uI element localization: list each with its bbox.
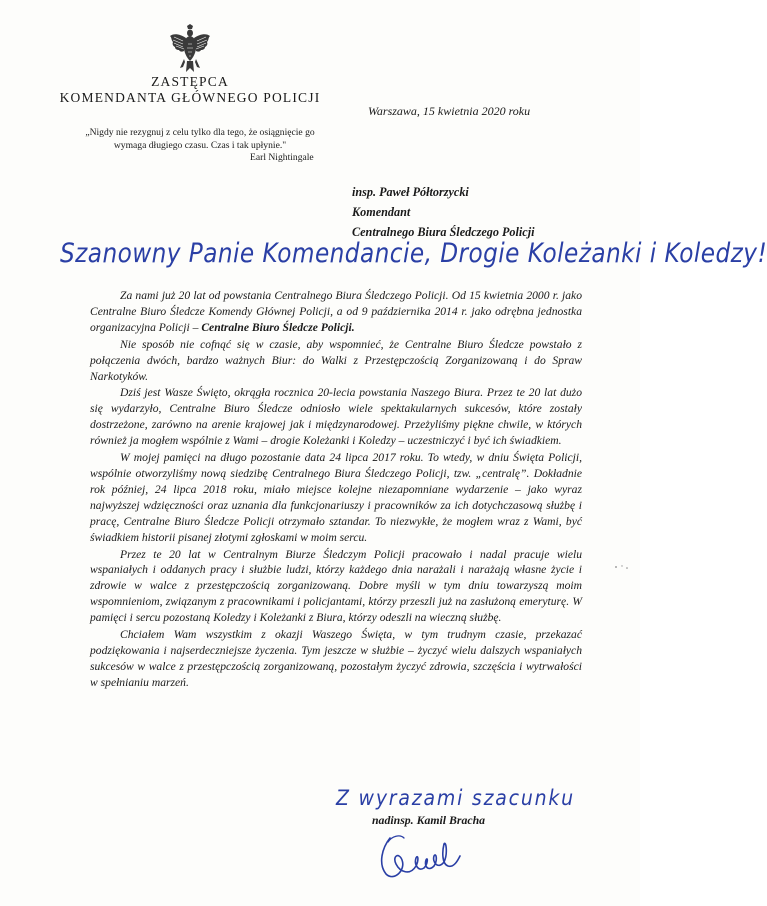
issuer-line-1: ZASTĘPCA [151,74,229,89]
addressee-name: insp. Paweł Półtorzycki [352,185,469,199]
issuer-line-2: KOMENDANTA GŁÓWNEGO POLICJI [59,90,321,105]
body-paragraph: Nie sposób nie cofnąć się w czasie, aby wspomnieć, że Centralne Biuro Śledcze powstało z połączenia dwóch, bardzo ważnych Biur: do Walki z Przestępczością Zorganizowaną i do Spraw Narkotyków. [90,337,582,383]
paragraph-1-text: Za nami już 20 lat od powstania Centralnego Biura Śledczego Policji. Od 15 kwietnia 2000 r. jako Centralne Biuro Śledcze Komendy Głównej Policji, a od 9 października 2014 r. jako odrębna jednostka organizacyjna Policji – [90,289,582,334]
addressee-block [352,182,534,242]
polish-eagle-emblem-icon [168,24,212,74]
handwritten-closing: Z wyrazami szacunku [336,786,575,810]
handwritten-signature-icon [372,830,492,890]
addressee-unit: Centralnego Biura Śledczego Policji [352,225,535,239]
letter-body [90,288,582,692]
addressee-title: Komendant [352,205,411,219]
quote-line-1: „Nigdy nie rezygnuj z celu tylko dla tego, że osiągnięcie go [85,127,315,138]
body-paragraph: Przez te 20 lat w Centralnym Biurze Śledczym Policji pracowało i nadal pracuje wielu wspaniałych i oddanych pracy i służbie ludzi, którzy każdego dnia narażali i narażają własne życie i zdrowie w walce z przestępczością zorganizowaną. Dobre myśli w tym dniu towarzyszą moim wspomnieniom, związanym z pracownikami i policjantami, którzy przeszli już na zasłużoną emeryturę. W pamięci i sercu pozostaną Koledzy i Koleżanki z Biura, którzy odeszli na wieczną służbę. [90,547,582,625]
paragraph-1-emphasis: Centralne Biuro Śledcze Policji. [201,320,355,334]
signer-name: nadinsp. Kamil Bracha [372,813,486,827]
body-paragraph: Chciałem Wam wszystkim z okazji Waszego Święta, w tym trudnym czasie, przekazać podziękowania i najserdeczniejsze życzenia. Tym jeszcze w służbie – życzyć wielu dalszych wspaniałych sukcesów w walce z przestępczością zorganizowaną, pozostałym życzyć zdrowia, szczęścia i wytrwałości w spełnianiu marzeń. [90,628,582,689]
handwritten-greeting: Szanowny Panie Komendancie, Drogie Koleżanki i Koledzy! [60,238,767,269]
paper-mark [614,564,630,570]
body-paragraph: W mojej pamięci na długo pozostanie data 24 lipca 2017 roku. To wtedy, w dniu Święta Policji, wspólnie otworzyliśmy nową siedzibę Centralnego Biura Śledczego Policji, tzw. „centralę”. Dokładnie rok później, 24 lipca 2018 roku, miało miejsce kolejne niezapomniane wydarzenie – jako wyraz najwyższej wdzięczności oraz uznania dla funkcjonariuszy i pracowników za ich dotychczasową służbę i pracę, Centralne Biuro Śledcze Policji otrzymało sztandar. To niezwykłe, że mogłem wraz z Wami, być świadkiem historii pisanej złotymi zgłoskami w moim sercu. [90,451,582,544]
letter-date: Warszawa, 15 kwietnia 2020 roku [368,104,531,118]
quote-line-2: wymaga długiego czasu. Czas i tak upłynie." [113,140,287,151]
body-paragraph: Dziś jest Wasze Święto, okrągła rocznica 20-lecia powstania Naszego Biura. Przez te 20 lat dużo się wydarzyło, Centralne Biuro Śledcze odniosło wiele spektakularnych sukcesów, które zostały dostrzeżone, zarówno na arenie krajowej jak i międzynarodowej. Przeżyliśmy piękne chwile, w których również ja mogłem wspólnie z Wami – drogie Koleżanki i Koledzy – uczestniczyć i być ich świadkiem. [90,386,582,448]
body-paragraph [90,288,582,336]
epigraph-quote [70,126,330,152]
quote-author: Earl Nightingale [250,152,314,163]
issuer-heading [40,74,340,106]
